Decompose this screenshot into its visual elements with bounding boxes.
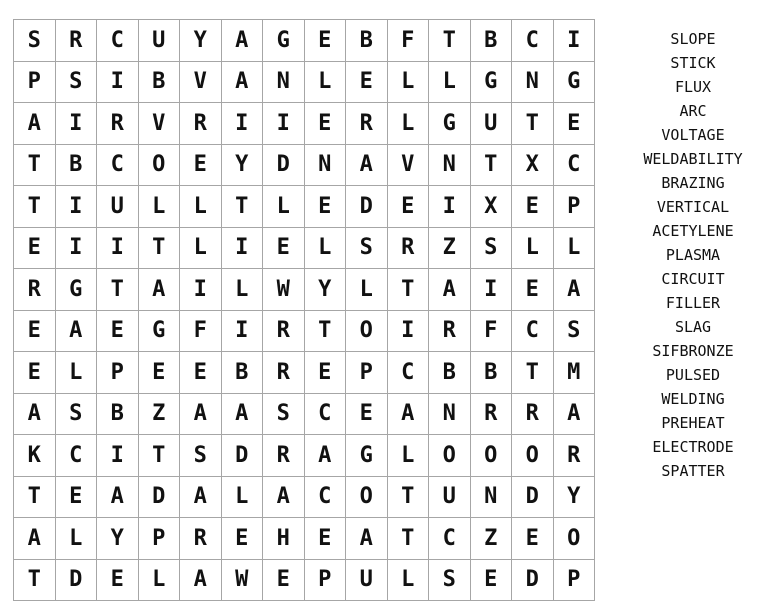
grid-cell[interactable]: A — [263, 477, 305, 519]
grid-cell[interactable]: R — [263, 352, 305, 394]
word-list-item: FLUX — [674, 78, 712, 96]
grid-cell[interactable]: A — [14, 518, 56, 560]
grid-cell[interactable]: F — [471, 311, 513, 353]
word-list-item: BRAZING — [661, 174, 725, 192]
grid-cell[interactable]: C — [429, 518, 471, 560]
grid-cell[interactable]: D — [56, 560, 98, 602]
grid-cell[interactable]: L — [388, 560, 430, 602]
grid-cell[interactable]: C — [56, 435, 98, 477]
word-list — [633, 27, 753, 483]
grid-cell[interactable]: R — [471, 394, 513, 436]
grid-cell[interactable]: B — [346, 20, 388, 62]
word-list-item: ELECTRODE — [652, 438, 734, 456]
grid-cell[interactable]: A — [554, 394, 596, 436]
grid-cell[interactable]: F — [180, 311, 222, 353]
grid-cell[interactable]: L — [222, 269, 264, 311]
grid-cell[interactable]: L — [388, 62, 430, 104]
grid-cell[interactable]: G — [139, 311, 181, 353]
grid-cell[interactable]: V — [180, 62, 222, 104]
word-list-item: SLAG — [674, 318, 712, 336]
grid-cell[interactable]: T — [388, 269, 430, 311]
grid-cell[interactable]: P — [554, 560, 596, 602]
grid-cell[interactable]: A — [388, 394, 430, 436]
grid-cell[interactable]: S — [14, 20, 56, 62]
grid-cell[interactable]: P — [554, 186, 596, 228]
grid-cell[interactable]: A — [305, 435, 347, 477]
grid-cell[interactable]: A — [56, 311, 98, 353]
grid-cell[interactable]: E — [263, 228, 305, 270]
grid-cell[interactable]: R — [263, 311, 305, 353]
word-list-item: VOLTAGE — [661, 126, 725, 144]
grid-cell[interactable]: L — [554, 228, 596, 270]
grid-cell[interactable]: K — [14, 435, 56, 477]
grid-cell[interactable]: T — [139, 228, 181, 270]
grid-cell[interactable]: U — [471, 103, 513, 145]
grid-cell[interactable]: L — [56, 518, 98, 560]
grid-cell[interactable]: V — [388, 145, 430, 187]
grid-cell[interactable]: I — [388, 311, 430, 353]
grid-cell[interactable]: P — [97, 352, 139, 394]
grid-cell[interactable]: D — [512, 477, 554, 519]
grid-cell[interactable]: A — [222, 394, 264, 436]
grid-cell[interactable]: E — [180, 352, 222, 394]
grid-cell[interactable]: S — [56, 394, 98, 436]
grid-cell[interactable]: T — [512, 103, 554, 145]
grid-cell[interactable]: E — [14, 311, 56, 353]
grid-cell[interactable]: O — [554, 518, 596, 560]
grid-cell[interactable]: N — [512, 62, 554, 104]
grid-cell[interactable]: E — [512, 518, 554, 560]
grid-cell[interactable]: E — [471, 560, 513, 602]
grid-cell[interactable]: X — [512, 145, 554, 187]
grid-cell[interactable]: I — [222, 103, 264, 145]
grid-cell[interactable]: B — [222, 352, 264, 394]
grid-cell[interactable]: H — [263, 518, 305, 560]
grid-cell[interactable]: I — [222, 311, 264, 353]
grid-cell[interactable]: C — [305, 394, 347, 436]
grid-cell[interactable]: T — [14, 560, 56, 602]
grid-cell[interactable]: R — [97, 103, 139, 145]
grid-cell[interactable]: U — [139, 20, 181, 62]
grid-cell[interactable]: L — [388, 103, 430, 145]
grid-cell[interactable]: S — [554, 311, 596, 353]
grid-cell[interactable]: D — [263, 145, 305, 187]
grid-cell[interactable]: E — [346, 394, 388, 436]
word-list-item: PLASMA — [665, 246, 721, 264]
grid-cell[interactable]: E — [512, 269, 554, 311]
word-list-item: FILLER — [665, 294, 721, 312]
grid-cell[interactable]: Y — [97, 518, 139, 560]
grid-cell[interactable]: T — [429, 20, 471, 62]
grid-cell[interactable]: T — [512, 352, 554, 394]
grid-cell[interactable]: I — [97, 62, 139, 104]
grid-cell[interactable]: L — [222, 477, 264, 519]
grid-cell[interactable]: E — [263, 560, 305, 602]
grid-cell[interactable]: I — [56, 228, 98, 270]
grid-cell[interactable]: E — [305, 103, 347, 145]
word-list-item: VERTICAL — [656, 198, 730, 216]
grid-cell[interactable]: O — [512, 435, 554, 477]
grid-cell[interactable]: A — [222, 20, 264, 62]
grid-cell[interactable]: L — [429, 62, 471, 104]
grid-cell[interactable]: D — [346, 186, 388, 228]
grid-cell[interactable]: I — [263, 103, 305, 145]
grid-cell[interactable]: A — [429, 269, 471, 311]
grid-cell[interactable]: G — [554, 62, 596, 104]
grid-cell[interactable]: L — [180, 228, 222, 270]
grid-cell[interactable]: C — [388, 352, 430, 394]
grid-cell[interactable]: T — [14, 145, 56, 187]
grid-cell[interactable]: E — [97, 560, 139, 602]
grid-cell[interactable]: B — [429, 352, 471, 394]
grid-cell[interactable]: P — [346, 352, 388, 394]
grid-cell[interactable]: X — [471, 186, 513, 228]
grid-cell[interactable]: O — [471, 435, 513, 477]
grid-cell[interactable]: I — [97, 228, 139, 270]
grid-cell[interactable]: I — [56, 186, 98, 228]
grid-cell[interactable]: A — [97, 477, 139, 519]
grid-cell[interactable]: L — [180, 186, 222, 228]
grid-cell[interactable]: E — [388, 186, 430, 228]
grid-cell[interactable]: N — [429, 145, 471, 187]
letter-grid — [13, 19, 595, 601]
grid-cell[interactable]: C — [97, 20, 139, 62]
grid-cell[interactable]: I — [554, 20, 596, 62]
grid-cell[interactable]: Y — [222, 145, 264, 187]
grid-cell[interactable]: E — [180, 145, 222, 187]
grid-cell[interactable]: A — [139, 269, 181, 311]
grid-cell[interactable]: S — [429, 560, 471, 602]
grid-cell[interactable]: E — [512, 186, 554, 228]
grid-cell[interactable]: U — [346, 560, 388, 602]
grid-cell[interactable]: G — [263, 20, 305, 62]
grid-cell[interactable]: L — [305, 62, 347, 104]
grid-cell[interactable]: S — [263, 394, 305, 436]
word-list-item: CIRCUIT — [661, 270, 725, 288]
grid-cell[interactable]: A — [180, 477, 222, 519]
grid-cell[interactable]: C — [512, 311, 554, 353]
grid-cell[interactable]: R — [56, 20, 98, 62]
grid-cell[interactable]: B — [56, 145, 98, 187]
grid-cell[interactable]: E — [56, 477, 98, 519]
grid-cell[interactable]: W — [263, 269, 305, 311]
grid-cell[interactable]: A — [14, 103, 56, 145]
grid-cell[interactable]: E — [554, 103, 596, 145]
grid-cell[interactable]: M — [554, 352, 596, 394]
grid-cell[interactable]: O — [139, 145, 181, 187]
grid-cell[interactable]: E — [346, 62, 388, 104]
grid-cell[interactable]: Y — [180, 20, 222, 62]
grid-cell[interactable]: L — [346, 269, 388, 311]
grid-cell[interactable]: R — [263, 435, 305, 477]
grid-cell[interactable]: W — [222, 560, 264, 602]
grid-cell[interactable]: R — [180, 518, 222, 560]
grid-cell[interactable]: U — [97, 186, 139, 228]
grid-cell[interactable]: T — [139, 435, 181, 477]
grid-cell[interactable]: E — [139, 352, 181, 394]
grid-cell[interactable]: G — [471, 62, 513, 104]
grid-cell[interactable]: I — [56, 103, 98, 145]
grid-cell[interactable]: P — [305, 560, 347, 602]
word-list-item: PULSED — [665, 366, 721, 384]
grid-cell[interactable]: I — [180, 269, 222, 311]
grid-cell[interactable]: A — [180, 394, 222, 436]
grid-cell[interactable]: N — [471, 477, 513, 519]
grid-cell[interactable]: T — [388, 477, 430, 519]
word-list-item: SPATTER — [661, 462, 725, 480]
grid-cell[interactable]: E — [14, 228, 56, 270]
grid-cell[interactable]: N — [429, 394, 471, 436]
grid-cell[interactable]: S — [56, 62, 98, 104]
grid-cell[interactable]: A — [222, 62, 264, 104]
grid-cell[interactable]: G — [429, 103, 471, 145]
word-list-item: WELDING — [661, 390, 725, 408]
grid-cell[interactable]: T — [14, 477, 56, 519]
grid-cell[interactable]: A — [14, 394, 56, 436]
grid-cell[interactable]: E — [14, 352, 56, 394]
grid-cell[interactable]: O — [346, 477, 388, 519]
grid-cell[interactable]: T — [222, 186, 264, 228]
grid-cell[interactable]: Y — [305, 269, 347, 311]
word-list-item: WELDABILITY — [643, 150, 743, 168]
word-list-item: ACETYLENE — [652, 222, 734, 240]
grid-cell[interactable]: S — [471, 228, 513, 270]
grid-cell[interactable]: F — [388, 20, 430, 62]
grid-cell[interactable]: I — [429, 186, 471, 228]
grid-cell[interactable]: T — [471, 145, 513, 187]
grid-cell[interactable]: D — [512, 560, 554, 602]
grid-cell[interactable]: D — [139, 477, 181, 519]
grid-cell[interactable]: A — [346, 518, 388, 560]
grid-cell[interactable]: L — [263, 186, 305, 228]
grid-cell[interactable]: Z — [139, 394, 181, 436]
grid-cell[interactable]: L — [139, 186, 181, 228]
grid-cell[interactable]: R — [180, 103, 222, 145]
grid-cell[interactable]: B — [97, 394, 139, 436]
word-list-item: STICK — [670, 54, 716, 72]
grid-cell[interactable]: C — [554, 145, 596, 187]
grid-cell[interactable]: B — [471, 20, 513, 62]
grid-cell[interactable]: T — [14, 186, 56, 228]
grid-cell[interactable]: O — [429, 435, 471, 477]
grid-cell[interactable]: L — [512, 228, 554, 270]
grid-cell[interactable]: U — [429, 477, 471, 519]
grid-cell[interactable]: L — [305, 228, 347, 270]
grid-cell[interactable]: E — [97, 311, 139, 353]
grid-cell[interactable]: P — [139, 518, 181, 560]
grid-cell[interactable]: I — [471, 269, 513, 311]
grid-cell[interactable]: R — [512, 394, 554, 436]
grid-cell[interactable]: N — [263, 62, 305, 104]
grid-cell[interactable]: V — [139, 103, 181, 145]
grid-cell[interactable]: E — [305, 518, 347, 560]
grid-cell[interactable]: Z — [429, 228, 471, 270]
grid-cell[interactable]: R — [429, 311, 471, 353]
grid-cell[interactable]: R — [14, 269, 56, 311]
grid-cell[interactable]: A — [180, 560, 222, 602]
grid-cell[interactable]: O — [346, 311, 388, 353]
grid-cell[interactable]: P — [14, 62, 56, 104]
grid-cell[interactable]: A — [554, 269, 596, 311]
grid-cell[interactable]: L — [388, 435, 430, 477]
grid-cell[interactable]: E — [305, 186, 347, 228]
grid-cell[interactable]: S — [180, 435, 222, 477]
grid-cell[interactable]: Y — [554, 477, 596, 519]
grid-cell[interactable]: B — [471, 352, 513, 394]
word-list-item: PREHEAT — [661, 414, 725, 432]
grid-cell[interactable]: E — [305, 20, 347, 62]
grid-cell[interactable]: D — [222, 435, 264, 477]
grid-cell[interactable]: L — [139, 560, 181, 602]
grid-cell[interactable]: B — [139, 62, 181, 104]
word-list-item: SIFBRONZE — [652, 342, 734, 360]
grid-cell[interactable]: Z — [471, 518, 513, 560]
grid-cell[interactable]: T — [305, 311, 347, 353]
grid-cell[interactable]: C — [512, 20, 554, 62]
grid-cell[interactable]: R — [388, 228, 430, 270]
grid-cell[interactable]: L — [56, 352, 98, 394]
grid-cell[interactable]: T — [388, 518, 430, 560]
grid-cell[interactable]: A — [346, 145, 388, 187]
grid-cell[interactable]: C — [97, 145, 139, 187]
grid-cell[interactable]: E — [305, 352, 347, 394]
grid-cell[interactable]: E — [222, 518, 264, 560]
word-list-item: SLOPE — [670, 30, 716, 48]
grid-cell[interactable]: T — [97, 269, 139, 311]
grid-cell[interactable]: G — [346, 435, 388, 477]
grid-cell[interactable]: S — [346, 228, 388, 270]
grid-cell[interactable]: I — [97, 435, 139, 477]
grid-cell[interactable]: N — [305, 145, 347, 187]
grid-cell[interactable]: C — [305, 477, 347, 519]
grid-cell[interactable]: G — [56, 269, 98, 311]
grid-cell[interactable]: R — [554, 435, 596, 477]
word-list-item: ARC — [679, 102, 707, 120]
grid-cell[interactable]: I — [222, 228, 264, 270]
grid-cell[interactable]: R — [346, 103, 388, 145]
